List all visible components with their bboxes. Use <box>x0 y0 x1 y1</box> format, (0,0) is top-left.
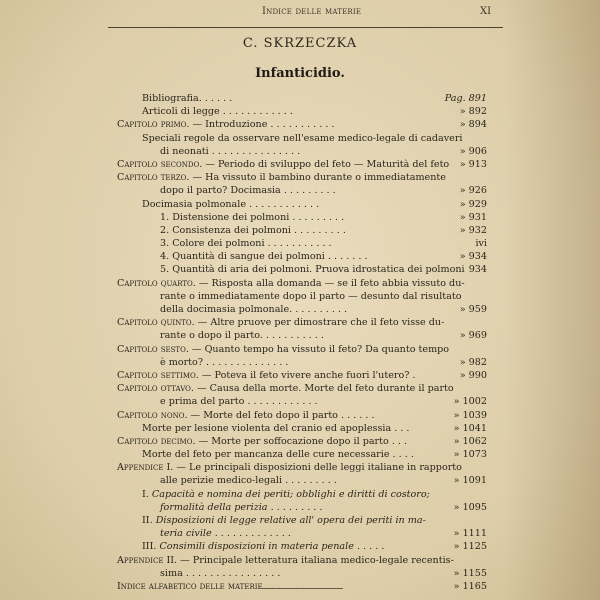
toc-entry-text <box>142 105 293 118</box>
toc-entry-text <box>160 211 344 224</box>
toc-page-number: » 1125 <box>453 541 487 553</box>
toc-italic-text: Capacità e nomina dei periti; obblighi e diritti di costoro; <box>151 488 430 500</box>
toc-chapter-label: Capitolo settimo. <box>117 369 199 381</box>
toc-text: — Introduzione . . . . . . . . . . . <box>189 119 335 131</box>
toc-page-number: » 1041 <box>453 422 487 434</box>
toc-text: rante o immediatamente dopo il parto — desunto dal risultato <box>160 290 462 302</box>
running-header-title: Indice delle materie <box>262 6 362 17</box>
toc-text: 2. Consistenza dei polmoni . . . . . . . . . <box>160 224 346 236</box>
toc-italic-text: formalità della perizia <box>160 501 268 513</box>
toc-entry-text <box>160 501 322 514</box>
toc-entry <box>117 567 487 580</box>
toc-entry-text <box>117 171 446 184</box>
toc-entry <box>117 316 487 329</box>
toc-entry <box>117 171 487 184</box>
toc-italic-text: Consimili disposizioni in materia penale <box>159 541 354 553</box>
toc-text: — Morte per soffocazione dopo il parto . . . <box>195 435 408 447</box>
toc-entry <box>117 118 487 131</box>
toc-entry <box>117 369 487 382</box>
toc-entry <box>117 329 487 342</box>
toc-entry-text <box>160 567 280 580</box>
toc-page-number: » 934 <box>459 251 487 263</box>
toc-text: di neonati . . . . . . . . . . . . . . . <box>160 145 301 157</box>
toc-text: . . . . . . . . . . . . . <box>211 528 291 540</box>
toc-entry-text <box>160 395 318 408</box>
toc-page-number: » 969 <box>459 330 487 342</box>
toc-entry <box>117 343 487 356</box>
toc-roman-numeral: II. <box>142 515 156 526</box>
toc-text: . . . . . . . . . <box>262 580 318 592</box>
running-header-page-number: XI <box>480 6 492 17</box>
toc-text: — Altre pruove per dimostrare che il feto visse du- <box>194 317 445 329</box>
toc-page-number: » 926 <box>459 185 487 197</box>
toc-chapter-label: Capitolo sesto. <box>117 343 189 355</box>
toc-entry-text <box>117 369 415 382</box>
toc-page-number: » 1039 <box>453 409 487 421</box>
toc-entry-text <box>160 250 368 263</box>
toc-entry-text <box>160 224 346 237</box>
header-rule <box>108 27 503 28</box>
toc-entry <box>117 540 487 553</box>
toc-entry <box>117 132 487 145</box>
toc-page-number: » 990 <box>459 369 487 381</box>
toc-page-number: » 894 <box>459 119 487 131</box>
toc-entry <box>117 435 487 448</box>
toc-entry-text <box>160 303 347 316</box>
toc-page-number: » 932 <box>459 224 487 236</box>
toc-text: — Morte del feto dopo il parto . . . . . . <box>187 409 375 421</box>
toc-chapter-label: Capitolo decimo. <box>117 435 196 447</box>
toc-entry <box>117 198 487 211</box>
toc-text: alle perizie medico-legali . . . . . . . . . <box>160 475 337 487</box>
toc-entry <box>117 158 487 171</box>
toc-text: Morte per lesione violenta del cranio ed apoplessia . . . <box>142 422 410 434</box>
toc-chapter-label: Appendice II. <box>117 554 178 566</box>
toc-text: — Causa della morte. Morte del feto durante il parto <box>193 383 454 395</box>
toc-page-number: » 906 <box>459 145 487 157</box>
toc-entry <box>117 409 487 422</box>
toc-entry-text <box>160 145 300 158</box>
toc-page-number: » 929 <box>459 198 487 210</box>
toc-page-number: » 1073 <box>453 449 487 461</box>
toc-page-number: » 1155 <box>453 567 487 579</box>
toc-entry-text <box>117 435 407 448</box>
toc-entry <box>117 580 487 593</box>
toc-entry-text <box>160 356 288 369</box>
toc-text: e prima del parto . . . . . . . . . . . . <box>160 396 318 408</box>
running-header <box>0 6 600 22</box>
toc-text: sima . . . . . . . . . . . . . . . . <box>160 567 281 579</box>
toc-entry-text <box>117 382 454 395</box>
toc-page-number: Pag. 891 <box>444 93 487 104</box>
footer-rule <box>258 588 343 589</box>
toc-entry-text <box>117 461 462 474</box>
toc-entry <box>117 211 487 224</box>
toc-page-number: » 913 <box>459 158 487 170</box>
toc-text: . . . . . . . . . <box>267 501 323 513</box>
toc-entry-text <box>160 184 336 197</box>
toc-entry-text <box>142 448 414 461</box>
author-name: C. SKRZECZKA <box>242 36 358 51</box>
toc-entry <box>117 184 487 197</box>
toc-text: è morto? . . . . . . . . . . . . . . <box>160 356 289 368</box>
toc-chapter-label: Capitolo primo. <box>117 119 190 131</box>
toc-text: — Risposta alla domanda — se il feto abbia vissuto du- <box>195 277 465 289</box>
toc-entry-text <box>117 580 318 593</box>
toc-entry <box>117 277 487 290</box>
toc-text: 5. Quantità di aria dei polmoni. Pruova idrostatica dei polmoni <box>160 264 465 276</box>
toc-text: della docimasia polmonale. . . . . . . . . . <box>160 304 348 315</box>
toc-entry-text <box>160 329 324 342</box>
toc-chapter-label: Capitolo quinto. <box>117 317 195 329</box>
toc-text: Bibliografia. . . . . . <box>142 93 233 104</box>
toc-chapter-label: Indice alfabetico delle materie <box>117 580 263 592</box>
toc-text: 4. Quantità di sangue dei polmoni . . . . . . . <box>160 251 368 263</box>
toc-roman-numeral: III. <box>142 541 160 553</box>
toc-entry-text <box>117 409 375 422</box>
toc-entry <box>117 145 487 158</box>
toc-roman-numeral: I. <box>142 488 152 500</box>
toc-page-number: » 959 <box>459 304 487 315</box>
toc-italic-text: Disposizioni di legge relative all' opera dei periti in ma- <box>155 515 426 526</box>
table-of-contents <box>117 92 487 593</box>
toc-text: — Le principali disposizioni delle leggi italiane in rapporto <box>173 462 462 474</box>
toc-entry-text <box>160 474 337 487</box>
toc-entry-text <box>117 277 465 290</box>
toc-entry-text <box>142 540 384 553</box>
toc-text: — Poteva il feto vivere anche fuori l'utero? . <box>198 369 416 381</box>
toc-page-number: » 1002 <box>453 396 487 408</box>
toc-entry-text <box>142 132 462 145</box>
toc-page-number: » 892 <box>459 106 487 118</box>
toc-text: Articoli di legge . . . . . . . . . . . . <box>142 106 293 118</box>
toc-entry <box>117 554 487 567</box>
toc-entry-text <box>142 92 232 105</box>
toc-text: 1. Distensione dei polmoni . . . . . . . . . <box>160 211 345 223</box>
toc-entry <box>117 448 487 461</box>
toc-chapter-label: Capitolo secondo. <box>117 158 203 170</box>
toc-entry <box>117 92 487 105</box>
toc-entry-text <box>160 263 465 276</box>
toc-text: — Ha vissuto il bambino durante o immediatamente <box>189 172 446 184</box>
toc-entry <box>117 474 487 487</box>
toc-entry-text <box>117 316 444 329</box>
toc-entry <box>117 237 487 250</box>
toc-chapter-label: Capitolo terzo. <box>117 172 190 184</box>
page-spine-shadow <box>505 0 600 600</box>
toc-entry <box>117 290 487 303</box>
section-title: Infanticidio. <box>255 66 345 81</box>
toc-italic-text: teria civile <box>160 528 212 540</box>
toc-text: rante o dopo il parto. . . . . . . . . . . <box>160 330 324 342</box>
toc-entry <box>117 224 487 237</box>
toc-text: — Quanto tempo ha vissuto il feto? Da quanto tempo <box>188 343 450 355</box>
toc-entry <box>117 488 487 501</box>
toc-entry <box>117 105 487 118</box>
toc-entry <box>117 527 487 540</box>
toc-entry-text <box>117 158 449 171</box>
toc-entry <box>117 461 487 474</box>
toc-page-number: » 1095 <box>453 501 487 513</box>
toc-text: Docimasia polmonale . . . . . . . . . . . . <box>142 198 320 210</box>
toc-entry-text <box>160 527 291 540</box>
toc-page-number: » 982 <box>459 356 487 368</box>
toc-text: — Periodo di sviluppo del feto — Maturità del feto <box>202 158 450 170</box>
toc-entry-text <box>160 237 332 250</box>
toc-text: — Principale letteratura italiana medico-legale recentis- <box>177 554 454 566</box>
toc-text: 3. Colore dei polmoni . . . . . . . . . . . <box>160 238 332 250</box>
toc-page-number: » 1091 <box>453 475 487 487</box>
toc-entry-text <box>117 118 334 131</box>
toc-entry <box>117 303 487 316</box>
toc-chapter-label: Capitolo ottavo. <box>117 383 194 395</box>
toc-page-number: » 1062 <box>453 435 487 447</box>
toc-text: . . . . . <box>353 541 385 553</box>
toc-entry-text <box>142 198 319 211</box>
toc-page-number: ivi <box>475 238 487 250</box>
toc-entry-text <box>142 514 426 527</box>
toc-entry <box>117 250 487 263</box>
toc-entry <box>117 382 487 395</box>
toc-entry <box>117 501 487 514</box>
toc-chapter-label: Appendice I. <box>117 462 174 474</box>
toc-text: Speciali regole da osservare nell'esame medico-legale di cadaveri <box>142 132 463 144</box>
toc-chapter-label: Capitolo nono. <box>117 409 188 421</box>
toc-page-number: » 931 <box>459 211 487 223</box>
toc-page-number: » 1165 <box>453 580 487 592</box>
toc-entry-text <box>142 488 430 501</box>
toc-entry-text <box>160 290 462 303</box>
toc-text: dopo il parto? Docimasia . . . . . . . . . <box>160 185 336 197</box>
toc-entry <box>117 395 487 408</box>
toc-entry <box>117 263 487 276</box>
toc-entry-text <box>117 554 454 567</box>
toc-text: Morte del feto per mancanza delle cure necessarie . . . . <box>142 449 414 461</box>
toc-chapter-label: Capitolo quarto. <box>117 277 196 289</box>
toc-entry <box>117 356 487 369</box>
toc-page-number: » 1111 <box>453 528 487 540</box>
toc-entry-text <box>117 343 449 356</box>
toc-entry <box>117 422 487 435</box>
toc-entry-text <box>142 422 409 435</box>
toc-page-number: 934 <box>468 264 487 276</box>
toc-entry <box>117 514 487 527</box>
